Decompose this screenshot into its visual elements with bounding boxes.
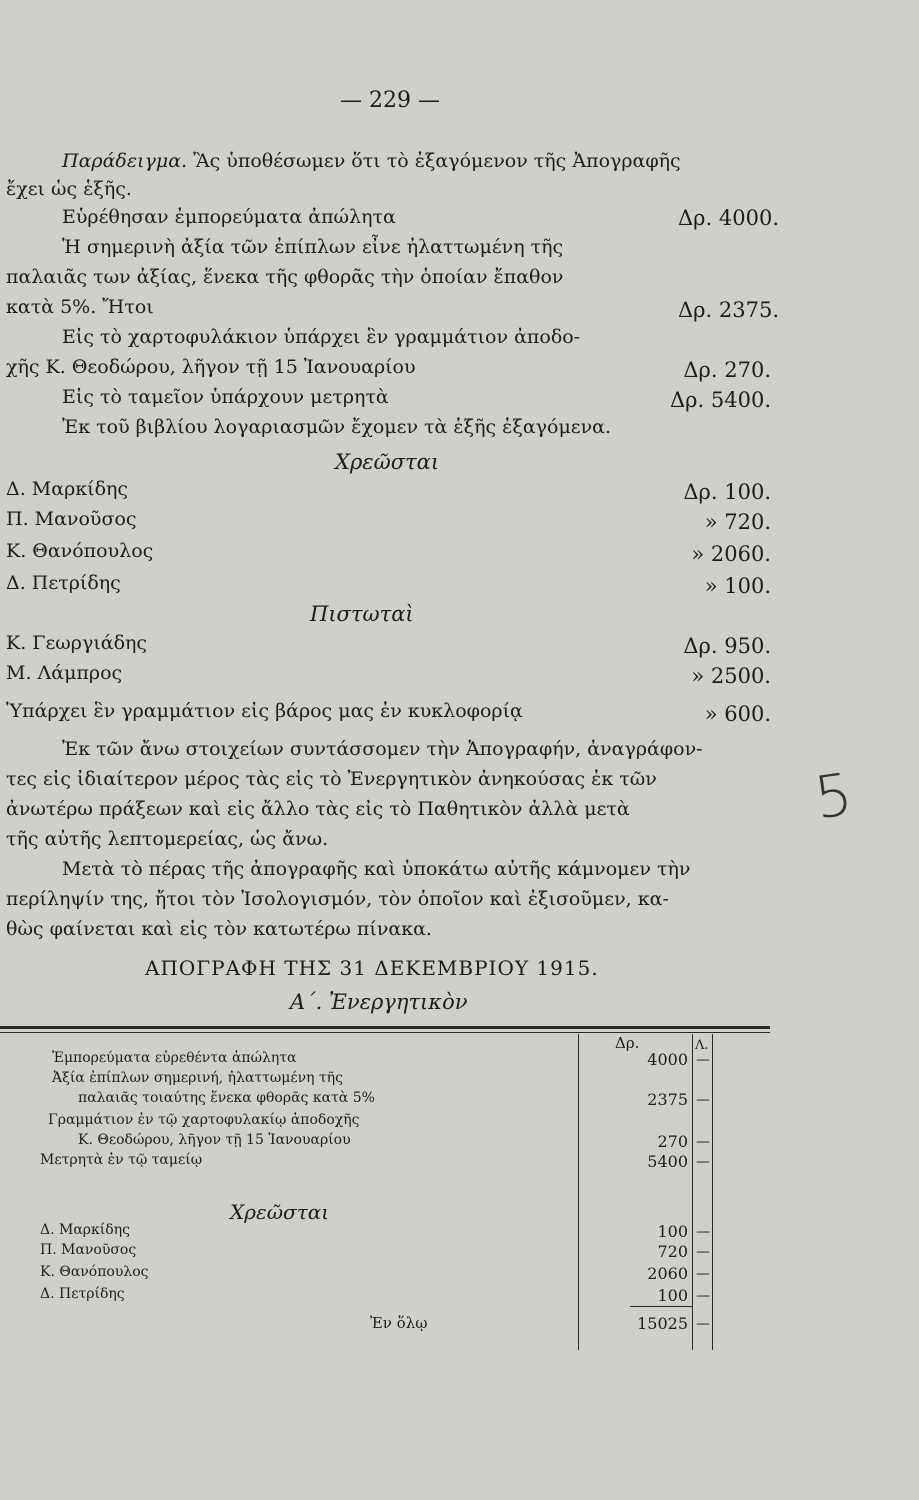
amount-furniture: Δρ. 2375. (678, 298, 779, 322)
amount-bill: Δρ. 270. (683, 358, 771, 382)
table-row-text: παλαιᾶς τοιαύτης ἕνεκα φθορᾶς κατὰ 5% (78, 1090, 375, 1106)
text-line-10: Ἐκ τοῦ βιβλίου λογαριασμῶν ἔχομεν τὰ ἑξῆς ἐξαγόμενα. (62, 416, 612, 438)
creditor-name: Ὑπάρχει ἓν γραμμάτιον εἰς βάρος μας ἐν κυκλοφορίᾳ (6, 700, 523, 722)
table-row-amount: 2375 (647, 1090, 688, 1109)
creditors-heading: Πιστωταὶ (310, 602, 414, 626)
text-line-1 (62, 150, 681, 172)
table-row-text: Κ. Θεοδώρου, λῆγον τῇ 15 Ἰανουαρίου (78, 1132, 351, 1148)
text-line-8: χῆς Κ. Θεοδώρου, λῆγον τῇ 15 Ἰανουαρίου (6, 356, 416, 378)
table-row-dash: — (696, 1052, 710, 1068)
table-debtor-name: Κ. Θανόπουλος (40, 1264, 149, 1280)
text-line-6: κατὰ 5%. Ἤτοι (6, 296, 154, 318)
table-row-text: Ἐμπορεύματα εὑρεθέντα ἀπώλητα (52, 1050, 297, 1066)
debtor-amount: » 2060. (691, 542, 771, 566)
debtor-name: Δ. Πετρίδης (6, 572, 121, 594)
table-row-amount: 4000 (647, 1050, 688, 1069)
creditor-name: Κ. Γεωργιάδης (6, 632, 148, 654)
table-row-dash: — (696, 1092, 710, 1108)
body2-line-4: τῆς αὐτῆς λεπτομερείας, ὡς ἄνω. (6, 828, 329, 850)
debtor-name: Δ. Μαρκίδης (6, 478, 129, 500)
table-debtor-amount: 100 (657, 1286, 688, 1305)
example-label: Παράδειγμα. (62, 150, 188, 172)
body2-line-3: ἀνωτέρω πράξεων καὶ εἰς ἄλλο τὰς εἰς τὸ Παθητικὸν ἀλλὰ μετὰ (6, 798, 630, 820)
amount-cash: Δρ. 5400. (670, 388, 771, 412)
total-rule (630, 1306, 692, 1307)
debtor-amount: » 100. (704, 574, 771, 598)
table-debtor-name: Π. Μανοῦσος (40, 1242, 137, 1258)
table-debtor-name: Δ. Πετρίδης (40, 1286, 125, 1302)
debtor-name: Π. Μανοῦσος (6, 508, 137, 530)
table-col-header-dr: Δρ. (615, 1034, 640, 1052)
text-line-7: Εἰς τὸ χαρτοφυλάκιον ὑπάρχει ἓν γραμμάτιον ἀποδο- (62, 326, 581, 348)
table-row-amount: 270 (657, 1132, 688, 1151)
body2-line-2: τες εἰς ἰδιαίτερον μέρος τὰς εἰς τὸ Ἐνεργητικὸν ἀνηκούσας ἐκ τῶν (6, 768, 657, 790)
table-debtor-amount: 720 (657, 1242, 688, 1261)
creditor-amount: » 2500. (691, 664, 771, 688)
debtor-amount: Δρ. 100. (683, 480, 771, 504)
body2-line-7: θὼς φαίνεται καὶ εἰς τὸν κατωτέρω πίνακα. (6, 918, 432, 940)
text-line-1-rest: Ἂς ὑποθέσωμεν ὅτι τὸ ἐξαγόμενον τῆς Ἀπογραφῆς (193, 150, 681, 172)
text-line-9: Εἰς τὸ ταμεῖον ὑπάρχουν μετρητὰ (62, 386, 389, 408)
table-title: ΑΠΟΓΡΑΦΗ ΤΗΣ 31 ΔΕΚΕΜΒΡΙΟΥ 1915. (145, 956, 599, 980)
table-debtor-dash: — (696, 1288, 710, 1304)
text-line-4: Ἡ σημερινὴ ἀξία τῶν ἐπίπλων εἶνε ἠλαττωμένη τῆς (62, 236, 564, 258)
table-debtor-dash: — (696, 1244, 710, 1260)
body2-line-6: περίληψίν της, ἤτοι τὸν Ἰσολογισμόν, τὸν ὁποῖον καὶ ἐξισοῦμεν, κα- (6, 888, 669, 910)
table-col-header-l: Λ. (695, 1038, 709, 1053)
debtors-heading: Χρεῶσται (335, 450, 440, 474)
table-col-divider-1 (578, 1034, 579, 1350)
table-top-rule (0, 1026, 770, 1029)
table-total-amount: 15025 (637, 1314, 688, 1333)
inventory-table (0, 1020, 770, 1350)
table-col-divider-3 (712, 1034, 713, 1350)
table-top-rule-thin (0, 1032, 770, 1033)
text-line-3: Εὑρέθησαν ἐμπορεύματα ἀπώλητα (62, 206, 396, 228)
debtor-amount: » 720. (704, 510, 771, 534)
text-line-2: ἔχει ὡς ἑξῆς. (6, 178, 132, 200)
table-row-text: Μετρητὰ ἐν τῷ ταμείῳ (40, 1152, 203, 1168)
table-total-label: Ἐν ὅλῳ (370, 1314, 428, 1332)
debtor-name: Κ. Θανόπουλος (6, 540, 154, 562)
creditor-amount: » 600. (704, 702, 771, 726)
table-row-text: Γραμμάτιον ἐν τῷ χαρτοφυλακίῳ ἀποδοχῆς (48, 1112, 360, 1128)
table-total-dash: — (696, 1316, 710, 1332)
table-debtor-amount: 2060 (647, 1264, 688, 1283)
table-row-amount: 5400 (647, 1152, 688, 1171)
table-debtor-amount: 100 (657, 1222, 688, 1241)
table-debtor-dash: — (696, 1224, 710, 1240)
page-number: — 229 — (340, 88, 440, 113)
table-debtors-heading: Χρεῶσται (230, 1200, 330, 1224)
table-debtor-dash: — (696, 1266, 710, 1282)
table-col-divider-2 (692, 1034, 693, 1350)
margin-handwritten-note: 5 (810, 759, 857, 833)
text-line-5: παλαιᾶς των ἀξίας, ἕνεκα τῆς φθορᾶς τὴν ὁποίαν ἔπαθον (6, 266, 564, 288)
table-debtor-name: Δ. Μαρκίδης (40, 1222, 130, 1238)
body2-line-5: Μετὰ τὸ πέρας τῆς ἀπογραφῆς καὶ ὑποκάτω αὐτῆς κάμνομεν τὴν (62, 858, 691, 880)
table-row-dash: — (696, 1134, 710, 1150)
table-subtitle: Α΄. Ἐνεργητικὸν (290, 990, 468, 1014)
creditor-amount: Δρ. 950. (683, 634, 771, 658)
body2-line-1: Ἐκ τῶν ἄνω στοιχείων συντάσσομεν τὴν Ἀπογραφήν, ἀναγράφον- (62, 738, 703, 760)
amount-merchandise: Δρ. 4000. (678, 206, 779, 230)
table-row-text: Ἀξία ἐπίπλων σημερινή, ἠλαττωμένη τῆς (52, 1070, 343, 1086)
table-row-dash: — (696, 1154, 710, 1170)
creditor-name: Μ. Λάμπρος (6, 662, 123, 684)
